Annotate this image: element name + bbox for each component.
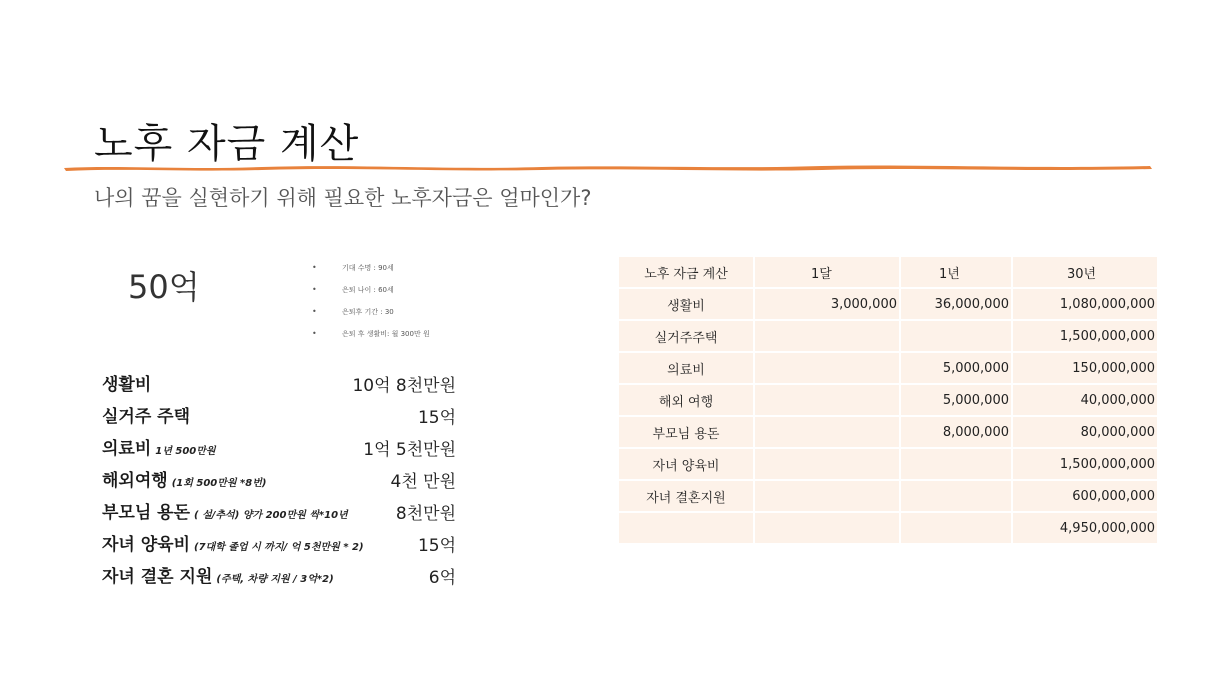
expense-amount: 4천 만원 [390,472,456,492]
table-cell: 1,500,000,000 [1013,449,1159,481]
column-header: 노후 자금 계산 [619,257,755,289]
table-cell: 80,000,000 [1013,417,1159,449]
expense-item [102,494,456,526]
expense-note: (1회 500만원 *8번) [171,478,267,489]
expense-note: 1년 500만원 [155,446,216,457]
table-cell: 40,000,000 [1013,385,1159,417]
assumption-item: • 은퇴 후 생활비: 월 300만 원 [312,326,430,348]
expense-name: 자녀 결혼 지원 (주택, 차량 지원 / 3억*2) [102,567,334,587]
table-cell: 해외 여행 [619,385,755,417]
page-title: 노후 자금 계산 [94,121,360,167]
expense-item [102,462,456,494]
expense-amount: 8천만원 [395,504,456,524]
expense-name: 자녀 양육비 (7대학 졸업 시 까지/ 억 5천만원 * 2) [102,535,364,555]
expense-name: 의료비 1년 500만원 [102,439,216,459]
expense-note: (주택, 차량 지원 / 3억*2) [216,574,334,585]
brush-underline [62,158,1154,178]
table-cell [755,481,901,513]
table-row [619,481,1159,513]
expense-name: 부모님 용돈 ( 설/추석) 양가 200만원 씩*10년 [102,503,348,523]
table-cell: 실거주주택 [619,321,755,353]
assumption-item: • 은퇴 나이 : 60세 [312,282,430,304]
table-cell [901,449,1013,481]
table-cell [755,353,901,385]
table-cell: 의료비 [619,353,755,385]
column-header: 30년 [1013,257,1159,289]
table-row [619,449,1159,481]
table-header-row [619,257,1159,289]
table-row [619,289,1159,321]
table-cell: 3,000,000 [755,289,901,321]
assumption-item: • 기대 수명 : 90세 [312,260,430,282]
table-cell: 150,000,000 [1013,353,1159,385]
expense-item [102,398,456,430]
table-total-cell: 4,950,000,000 [1013,513,1159,545]
expense-note: ( 설/추석) 양가 200만원 씩*10년 [194,510,348,521]
column-header: 1달 [755,257,901,289]
expense-amount: 15억 [417,536,456,556]
expense-amount: 10억 8천만원 [352,376,456,396]
table-cell [619,513,755,545]
expense-item [102,366,456,398]
table-cell [901,513,1013,545]
table-row [619,385,1159,417]
assumptions-list [312,260,430,348]
table-row [619,417,1159,449]
bullet-icon: • [312,285,317,294]
bullet-icon: • [312,263,317,272]
table-total-row [619,513,1159,545]
table-cell: 자녀 결혼지원 [619,481,755,513]
expense-item [102,430,456,462]
table-cell: 부모님 용돈 [619,417,755,449]
expense-name: 실거주 주택 [102,407,191,427]
table-cell: 5,000,000 [901,353,1013,385]
table-cell [755,449,901,481]
expense-name: 생활비 [102,375,152,395]
subtitle: 나의 꿈을 실현하기 위해 필요한 노후자금은 얼마인가? [94,186,592,210]
table-cell: 600,000,000 [1013,481,1159,513]
column-header: 1년 [901,257,1013,289]
expense-list [102,366,456,590]
table-cell: 생활비 [619,289,755,321]
table-cell [755,513,901,545]
assumption-item: • 은퇴후 기간 : 30 [312,304,430,326]
table-cell: 1,500,000,000 [1013,321,1159,353]
table-cell: 36,000,000 [901,289,1013,321]
expense-item [102,526,456,558]
table-cell [901,321,1013,353]
expense-amount: 1억 5천만원 [363,440,456,460]
table-cell: 5,000,000 [901,385,1013,417]
bullet-icon: • [312,329,317,338]
table-cell [755,417,901,449]
expense-name: 해외여행 (1회 500만원 *8번) [102,471,267,491]
expense-item [102,558,456,590]
total-amount: 50억 [128,268,200,306]
table-row [619,353,1159,385]
bullet-icon: • [312,307,317,316]
table-cell: 자녀 양육비 [619,449,755,481]
table-cell [755,385,901,417]
table-row [619,321,1159,353]
expense-amount: 6억 [428,568,456,588]
retirement-calc-table [619,257,1159,545]
table-cell [755,321,901,353]
table-cell [901,481,1013,513]
expense-amount: 15억 [417,408,456,428]
table-cell: 1,080,000,000 [1013,289,1159,321]
table-cell: 8,000,000 [901,417,1013,449]
expense-note: (7대학 졸업 시 까지/ 억 5천만원 * 2) [194,542,364,553]
